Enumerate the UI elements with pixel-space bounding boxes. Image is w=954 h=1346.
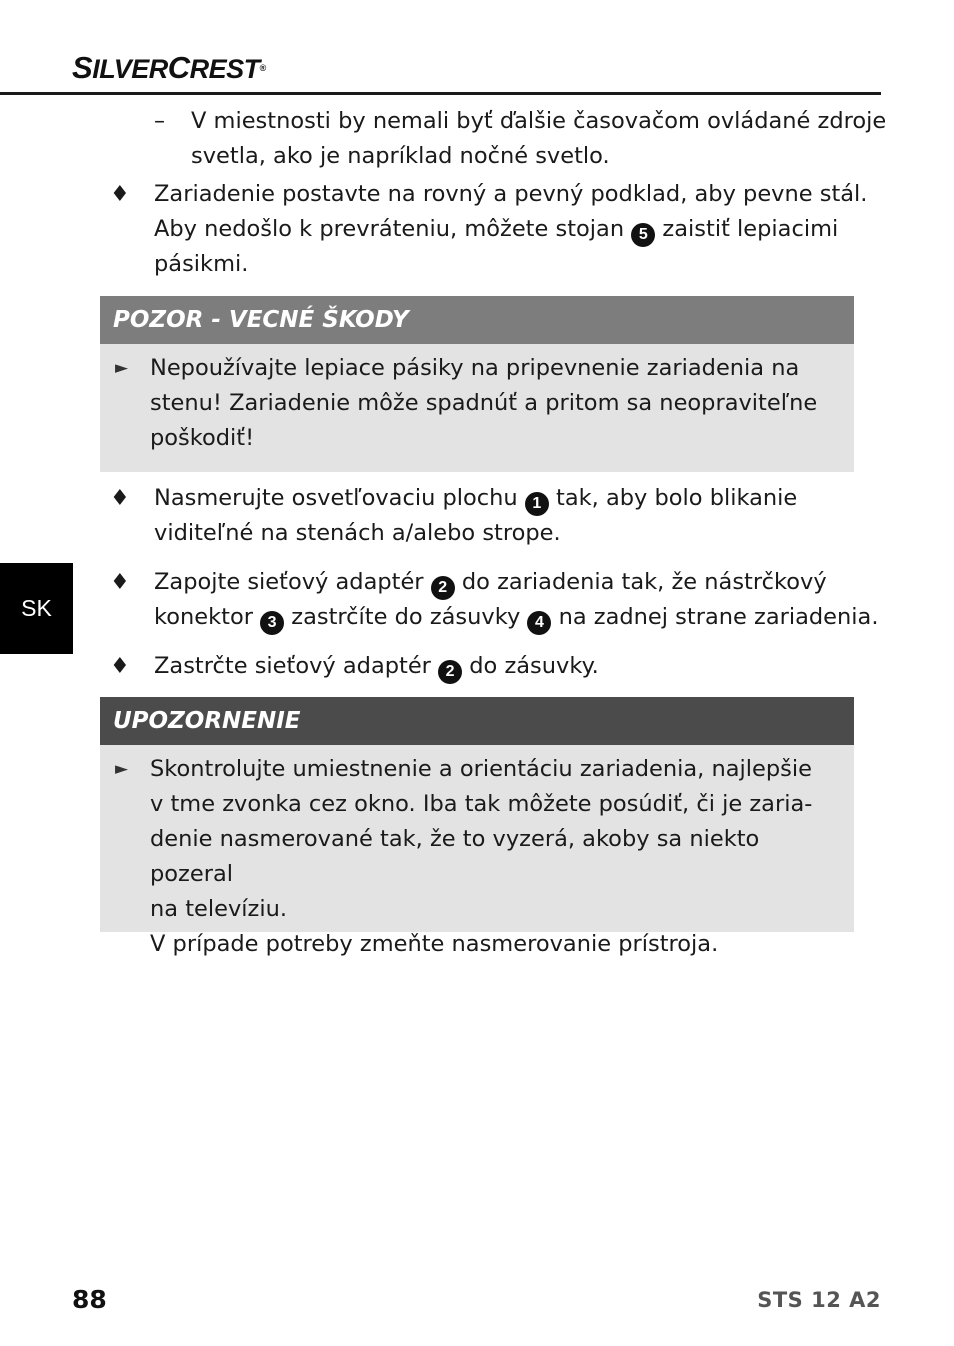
note-line-3: denie nasmerované tak, že to vyzerá, akoby sa niekto pozeral	[150, 826, 760, 887]
bullet-1-line-2a: Aby nedošlo k prevráteniu, môžete stojan	[154, 216, 625, 242]
caution-box-title: POZOR - VECNÉ ŠKODY	[100, 296, 854, 344]
caution-box-body	[100, 344, 854, 470]
bullet-3-line-2b: zastrčíte do zásuvky	[291, 604, 521, 630]
bullet-4-a: Zastrčte sieťový adaptér	[154, 653, 431, 679]
caution-line-3: poškodiť!	[150, 425, 255, 451]
part-number-badge: 2	[438, 660, 462, 684]
bullet-3-text	[154, 565, 878, 635]
bullet-2-line-2: viditeľné na stenách a/alebo strope.	[154, 520, 561, 546]
note-line-2: v tme zvonka cez okno. Iba tak môžete posúdiť, či je zaria-	[150, 791, 813, 817]
bullet-3-line-1b: do zariadenia tak, že nástrčkový	[461, 569, 827, 595]
part-number-badge: 3	[260, 611, 284, 635]
bullet-diamond-icon: ♦	[110, 654, 130, 679]
note-line-1: Skontrolujte umiestnenie a orientáciu zariadenia, najlepšie	[150, 756, 812, 782]
part-number-badge: 2	[431, 576, 455, 600]
note-box-title: UPOZORNENIE	[100, 697, 854, 745]
dash-item-line-1: V miestnosti by nemali byť ďalšie časovačom ovládané zdroje	[191, 108, 887, 134]
bullet-3-line-2a: konektor	[154, 604, 253, 630]
bullet-2-line-1b: tak, aby bolo blikanie	[556, 485, 798, 511]
bullet-2-text	[154, 481, 797, 551]
note-box-body	[100, 745, 854, 976]
header-divider	[0, 92, 881, 95]
bullet-1-line-3: pásikmi.	[154, 251, 249, 277]
dash-marker: –	[154, 109, 165, 134]
bullet-diamond-icon: ♦	[110, 570, 130, 595]
bullet-1-line-2b: zaistiť lepiacimi	[662, 216, 839, 242]
arrow-right-icon: ►	[115, 358, 129, 378]
page-number: 88	[72, 1285, 107, 1314]
bullet-diamond-icon: ♦	[110, 486, 130, 511]
language-tab	[0, 563, 73, 654]
bullet-2-line-1a: Nasmerujte osvetľovaciu plochu	[154, 485, 518, 511]
part-number-badge: 5	[631, 223, 655, 247]
bullet-4-text	[154, 649, 599, 684]
bullet-1-text	[154, 177, 867, 282]
note-box	[100, 697, 854, 957]
language-label: SK	[21, 595, 52, 621]
dash-item-text	[191, 104, 886, 174]
brand-logo: SILVERCREST®	[72, 50, 266, 85]
note-line-5: V prípade potreby zmeňte nasmerovanie prístroja.	[150, 931, 719, 957]
note-line-4: na televíziu.	[150, 896, 287, 922]
bullet-diamond-icon: ♦	[110, 182, 130, 207]
arrow-right-icon: ►	[115, 759, 129, 779]
bullet-1-line-1: Zariadenie postavte na rovný a pevný podklad, aby pevne stál.	[154, 181, 868, 207]
model-number: STS 12 A2	[757, 1288, 881, 1312]
bullet-3-line-1a: Zapojte sieťový adaptér	[154, 569, 424, 595]
caution-line-2: stenu! Zariadenie môže spadnúť a pritom sa neopraviteľne	[150, 390, 818, 416]
part-number-badge: 4	[527, 611, 551, 635]
dash-item-line-2: svetla, ako je napríklad nočné svetlo.	[191, 143, 610, 169]
bullet-4-b: do zásuvky.	[469, 653, 599, 679]
bullet-3-line-2c: na zadnej strane zariadenia.	[558, 604, 879, 630]
caution-line-1: Nepoužívajte lepiace pásiky na pripevnenie zariadenia na	[150, 355, 800, 381]
caution-box	[100, 296, 854, 472]
part-number-badge: 1	[525, 492, 549, 516]
